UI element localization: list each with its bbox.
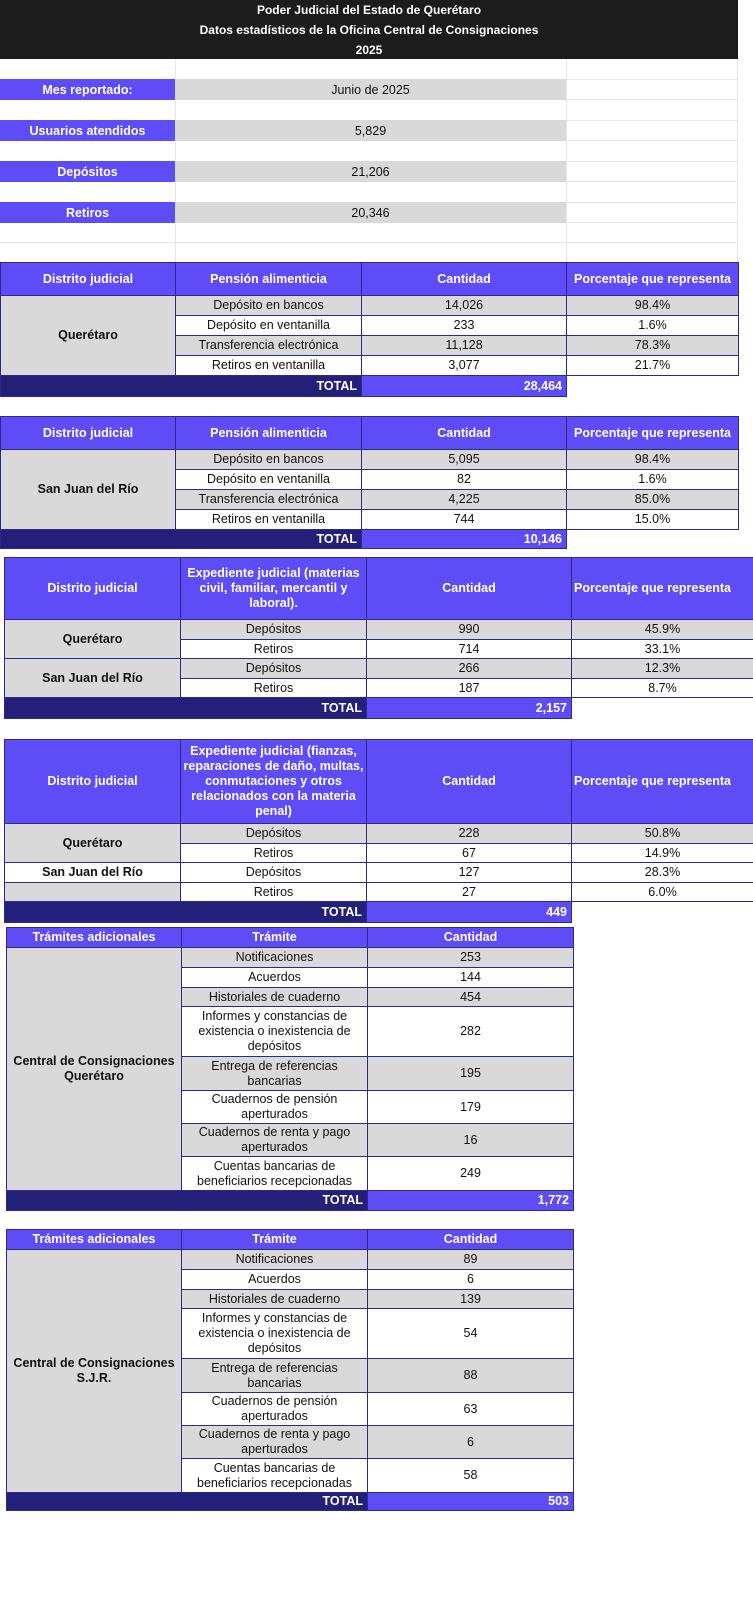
empty-cell [572,902,753,923]
col-district: Distrito judicial [5,558,181,620]
col-district: Distrito judicial [1,263,176,296]
col-percentage: Porcentaje que representa [567,263,739,296]
users-value: 5,829 [175,120,566,141]
quantity-cell: 16 [368,1124,574,1157]
quantity-cell: 63 [368,1393,574,1426]
percentage-cell: 21.7% [567,356,739,376]
total-label: TOTAL [1,376,362,397]
table-row [7,1250,574,1270]
total-value: 449 [367,902,572,923]
concept-cell: Retiros [181,640,367,659]
procedure-cell: Acuerdos [182,968,368,988]
header-year: 2025 [355,43,383,57]
total-row [7,1493,574,1511]
col-procedure: Trámite [182,928,368,948]
col-percentage: Porcentaje que representa [567,417,739,450]
quantity-cell: 5,095 [362,450,567,470]
quantity-cell: 195 [368,1057,574,1091]
table-header-row [1,263,739,296]
col-concept: Expediente judicial (materias civil, familiar, mercantil y laboral). [181,558,367,620]
procedure-cell: Cuadernos de pensión aperturados [182,1393,368,1426]
month-value: Junio de 2025 [175,79,566,100]
procedure-cell: Acuerdos [182,1270,368,1290]
concept-cell: Depósitos [181,659,367,679]
col-quantity: Cantidad [367,558,572,620]
district-cell: San Juan del Río [5,863,181,883]
percentage-cell: 6.0% [572,883,753,902]
concept-cell: Depósitos [181,824,367,844]
gridline [566,59,567,264]
table-header-row [5,558,753,620]
pension-qro-table [0,262,739,397]
percentage-cell: 45.9% [572,620,753,640]
total-label: TOTAL [7,1493,368,1511]
tramites-sjr-table [6,1229,574,1511]
col-additional: Trámites adicionales [7,928,182,948]
quantity-cell: 82 [362,470,567,490]
table-row [5,883,753,902]
concept-cell: Retiros [181,883,367,902]
col-procedure: Trámite [182,1230,368,1250]
percentage-cell: 14.9% [572,844,753,863]
quantity-cell: 4,225 [362,490,567,510]
table-header-row [7,928,574,948]
quantity-cell: 27 [367,883,572,902]
table-header-row [7,1230,574,1250]
quantity-cell: 89 [368,1250,574,1270]
district-cell: Querétaro [5,620,181,659]
total-row [5,698,753,719]
col-district: Distrito judicial [5,740,181,824]
table-row [5,863,753,883]
concept-cell: Retiros en ventanilla [176,510,362,530]
table-row [5,620,753,640]
percentage-cell: 50.8% [572,824,753,844]
procedure-cell: Historiales de cuaderno [182,988,368,1007]
quantity-cell: 14,026 [362,296,567,316]
total-row [7,1191,574,1211]
percentage-cell: 85.0% [567,490,739,510]
procedure-cell: Entrega de referencias bancarias [182,1057,368,1091]
quantity-cell: 144 [368,968,574,988]
quantity-cell: 249 [368,1157,574,1191]
gridline [737,59,738,264]
district-cell: Querétaro [5,824,181,863]
total-value: 2,157 [367,698,572,719]
concept-cell: Transferencia electrónica [176,490,362,510]
quantity-cell: 282 [368,1007,574,1057]
empty-cell [567,530,739,549]
total-label: TOTAL [7,1191,368,1211]
pension-sjr-table [0,416,739,549]
withdrawals-value: 20,346 [175,202,566,223]
percentage-cell: 98.4% [567,296,739,316]
empty-cell [567,376,739,397]
district-cell-empty [5,883,181,902]
quantity-cell: 990 [367,620,572,640]
total-value: 503 [368,1493,574,1511]
quantity-cell: 714 [367,640,572,659]
procedure-cell: Notificaciones [182,1250,368,1270]
col-concept: Expediente judicial (fianzas, reparaciones de daño, multas, conmutaciones y otros relacionados con la materia penal) [181,740,367,824]
quantity-cell: 6 [368,1426,574,1459]
procedure-cell: Cuadernos de renta y pago aperturados [182,1124,368,1157]
quantity-cell: 253 [368,948,574,968]
procedure-cell: Informes y constancias de existencia o inexistencia de depósitos [182,1007,368,1057]
deposits-label: Depósitos [0,161,175,182]
quantity-cell: 88 [368,1359,574,1393]
tramites-qro-table [6,927,574,1211]
header-subtitle: Datos estadísticos de la Oficina Central de Consignaciones [199,23,539,37]
concept-cell: Retiros en ventanilla [176,356,362,376]
empty-cell [572,698,753,719]
col-additional: Trámites adicionales [7,1230,182,1250]
percentage-cell: 28.3% [572,863,753,883]
quantity-cell: 54 [368,1309,574,1359]
col-quantity: Cantidad [367,740,572,824]
percentage-cell: 8.7% [572,679,753,698]
col-concept: Pensión alimenticia [176,417,362,450]
concept-cell: Depósito en bancos [176,450,362,470]
total-label: TOTAL [5,698,367,719]
percentage-cell: 78.3% [567,336,739,356]
quantity-cell: 67 [367,844,572,863]
withdrawals-label: Retiros [0,202,175,223]
quantity-cell: 179 [368,1091,574,1124]
table-header-row [5,740,753,824]
quantity-cell: 11,128 [362,336,567,356]
quantity-cell: 266 [367,659,572,679]
concept-cell: Depósitos [181,620,367,640]
col-percentage: Porcentaje que representa [572,740,753,824]
quantity-cell: 139 [368,1290,574,1309]
table-row [5,824,753,844]
total-value: 28,464 [362,376,567,397]
district-cell: Querétaro [1,296,176,376]
district-cell: San Juan del Río [1,450,176,530]
percentage-cell: 33.1% [572,640,753,659]
procedure-cell: Informes y constancias de existencia o inexistencia de depósitos [182,1309,368,1359]
concept-cell: Depósito en ventanilla [176,316,362,336]
penal-expediente-table [4,739,753,923]
percentage-cell: 12.3% [572,659,753,679]
col-quantity: Cantidad [362,263,567,296]
users-label: Usuarios atendidos [0,120,175,141]
procedure-cell: Historiales de cuaderno [182,1290,368,1309]
quantity-cell: 233 [362,316,567,336]
deposits-value: 21,206 [175,161,566,182]
quantity-cell: 187 [367,679,572,698]
procedure-cell: Entrega de referencias bancarias [182,1359,368,1393]
header-institution: Poder Judicial del Estado de Querétaro [256,3,482,17]
report-header [0,0,738,59]
concept-cell: Depósito en bancos [176,296,362,316]
quantity-cell: 3,077 [362,356,567,376]
quantity-cell: 454 [368,988,574,1007]
total-value: 10,146 [362,530,567,549]
percentage-cell: 15.0% [567,510,739,530]
gridline [0,242,738,243]
procedure-cell: Cuadernos de renta y pago aperturados [182,1426,368,1459]
month-label: Mes reportado: [0,79,175,100]
percentage-cell: 1.6% [567,470,739,490]
concept-cell: Depósitos [181,863,367,883]
concept-cell: Transferencia electrónica [176,336,362,356]
percentage-cell: 98.4% [567,450,739,470]
quantity-cell: 127 [367,863,572,883]
office-cell: Central de Consignaciones S.J.R. [7,1250,182,1493]
quantity-cell: 228 [367,824,572,844]
procedure-cell: Cuentas bancarias de beneficiarios recepcionadas [182,1459,368,1493]
procedure-cell: Cuadernos de pensión aperturados [182,1091,368,1124]
procedure-cell: Notificaciones [182,948,368,968]
quantity-cell: 58 [368,1459,574,1493]
concept-cell: Depósito en ventanilla [176,470,362,490]
col-quantity: Cantidad [362,417,567,450]
table-row [1,450,739,470]
total-row [1,530,739,549]
quantity-cell: 744 [362,510,567,530]
procedure-cell: Cuentas bancarias de beneficiarios recepcionadas [182,1157,368,1191]
col-quantity: Cantidad [368,1230,574,1250]
col-percentage: Porcentaje que representa [572,558,753,620]
percentage-cell: 1.6% [567,316,739,336]
quantity-cell: 6 [368,1270,574,1290]
col-quantity: Cantidad [368,928,574,948]
total-row [1,376,739,397]
table-header-row [1,417,739,450]
table-row [7,948,574,968]
col-concept: Pensión alimenticia [176,263,362,296]
civil-expediente-table [4,557,753,719]
col-district: Distrito judicial [1,417,176,450]
concept-cell: Retiros [181,844,367,863]
office-cell: Central de Consignaciones Querétaro [7,948,182,1191]
total-label: TOTAL [5,902,367,923]
total-label: TOTAL [1,530,362,549]
total-value: 1,772 [368,1191,574,1211]
district-cell: San Juan del Río [5,659,181,698]
total-row [5,902,753,923]
table-row [1,296,739,316]
table-row [5,659,753,679]
concept-cell: Retiros [181,679,367,698]
